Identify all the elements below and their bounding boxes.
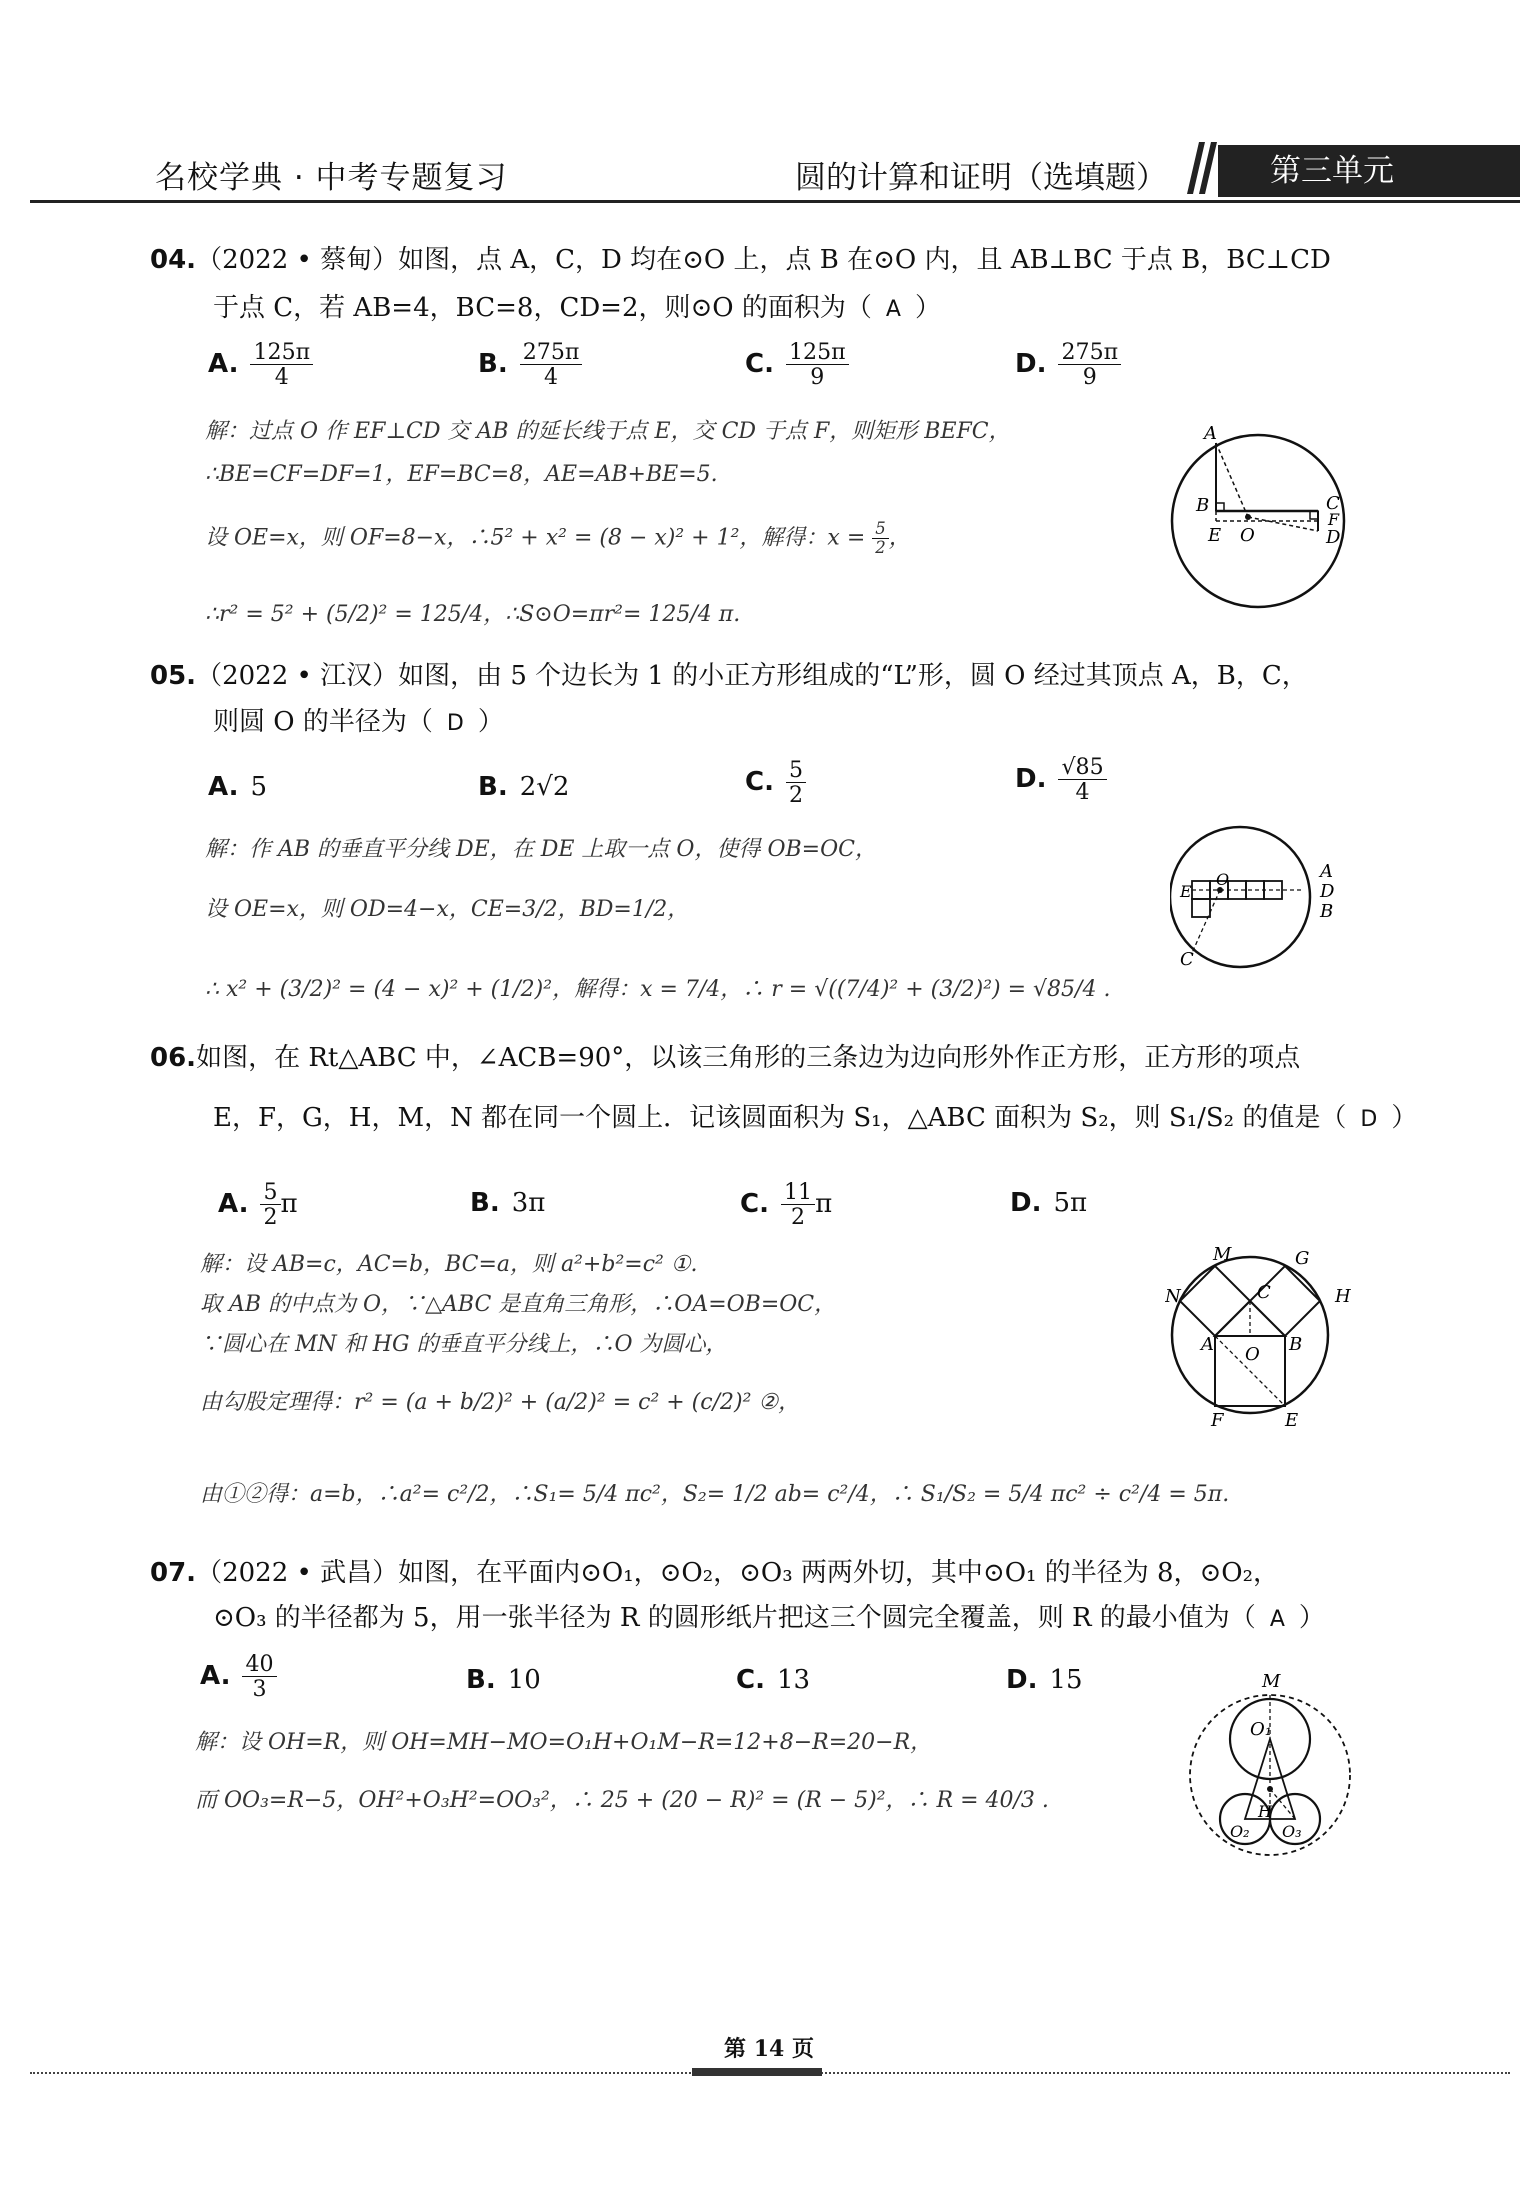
q04-solution-4: ∴r² = 5² + (5/2)² = 125/4，∴S⊙O=πr²= 125/4 π. xyxy=(205,602,741,627)
q04-label-a: A xyxy=(1204,425,1217,444)
q04-answer: A xyxy=(885,297,901,322)
q06-solution-4: 由勾股定理得：r² = (a + b/2)² + (a/2)² = c² + (c/2)² ②， xyxy=(200,1390,801,1415)
q07-option-b: B. 10 xyxy=(466,1665,541,1695)
q04-line-2: 于点 C，若 AB=4，BC=8，CD=2，则⊙O 的面积为（ A ） xyxy=(213,293,941,323)
q06-label-m: M xyxy=(1213,1244,1232,1265)
q07-label-o3: O₃ xyxy=(1282,1822,1302,1841)
q05-figure xyxy=(1170,825,1370,975)
q05-option-d: D. $\frac{√85}{4}$ xyxy=(1015,755,1107,805)
q07-option-d: D. 15 xyxy=(1006,1665,1083,1695)
q06-label-b: B xyxy=(1289,1334,1303,1355)
q05-label-b: B xyxy=(1320,901,1334,922)
header-chapter-title: 圆的计算和证明（选填题） xyxy=(795,160,1167,196)
q06-label-g: G xyxy=(1295,1248,1310,1269)
q07-line-2: ⊙O₃ 的半径都为 5，用一张半径为 R 的圆形纸片把这三个圆完全覆盖，则 R 的最小值为（ A ） xyxy=(213,1603,1325,1633)
q05-option-b: B. 2√2 xyxy=(478,772,570,802)
q04-solution-2: ∴BE=CF=DF=1，EF=BC=8，AE=AB+BE=5. xyxy=(205,462,718,487)
q07-label-h: H xyxy=(1258,1802,1272,1821)
q04-label-e: E xyxy=(1208,525,1222,546)
q06-option-d: D. 5π xyxy=(1010,1188,1088,1218)
q06-label-f: F xyxy=(1211,1410,1224,1430)
q04-solution-1: 解：过点 O 作 EF⊥CD 交 AB 的延长线于点 E，交 CD 于点 F，则矩形 BEFC， xyxy=(205,419,1011,444)
q05-number: 05. xyxy=(150,661,197,691)
q05-label-e: E xyxy=(1180,882,1192,901)
q07-option-a: A. $\frac{40}{3}$ xyxy=(200,1652,277,1702)
q06-line-1: 06.如图，在 Rt△ABC 中，∠ACB=90°，以该三角形的三条边为边向形外作正方形，正方形的项点 xyxy=(150,1043,1301,1073)
q06-label-o: O xyxy=(1245,1344,1260,1365)
q05-option-c: C. $\frac{5}{2}$ xyxy=(745,758,806,808)
q07-line-1: 07.（2022 • 武昌）如图，在平面内⊙O₁，⊙O₂，⊙O₃ 两两外切，其中⊙O₁ 的半径为 8，⊙O₂， xyxy=(150,1558,1280,1588)
q05-line-2: 则圆 O 的半径为（ D ） xyxy=(213,707,504,737)
q05-solution-3: ∴ x² + (3/2)² = (4 − x)² + (1/2)²，解得：x = 7/4，∴ r = √((7/4)² + (3/2)²) = √85/4 . xyxy=(205,977,1111,1002)
q04-line-1: 04.（2022 • 蔡甸）如图，点 A，C，D 均在⊙O 上，点 B 在⊙O 内，且 AB⊥BC 于点 B，BC⊥CD xyxy=(150,245,1331,275)
q07-solution-1: 解：设 OH=R，则 OH=MH−MO=O₁H+O₁M−R=12+8−R=20−R， xyxy=(195,1730,933,1755)
q05-answer: D xyxy=(446,711,464,736)
q06-label-e: E xyxy=(1285,1410,1299,1430)
q07-option-c: C. 13 xyxy=(736,1665,811,1695)
q05-line-1: 05.（2022 • 江汉）如图，由 5 个边长为 1 的小正方形组成的“L”形，圆 O 经过其顶点 A，B，C， xyxy=(150,661,1308,691)
q04-label-b: B xyxy=(1196,495,1210,516)
q04-option-a: A. $\frac{125\pi}{4}$ xyxy=(208,340,313,390)
header-slash-decoration xyxy=(1185,142,1221,194)
q04-label-o: O xyxy=(1240,525,1255,546)
q06-label-h: H xyxy=(1335,1286,1351,1307)
q05-label-c: C xyxy=(1180,949,1194,970)
q07-number: 07. xyxy=(150,1558,197,1588)
q07-label-o1: O₁ xyxy=(1250,1719,1272,1740)
q04-number: 04. xyxy=(150,245,197,275)
q05-label-o: O xyxy=(1216,870,1230,889)
q04-figure xyxy=(1160,425,1360,625)
q06-solution-5: 由①②得：a=b，∴a²= c²/2，∴S₁= 5/4 πc²，S₂= 1/2 ab= c²/4，∴ S₁/S₂ = 5/4 πc² ÷ c²/4 = 5π. xyxy=(200,1482,1230,1507)
q04-option-b: B. $\frac{275\pi}{4}$ xyxy=(478,340,582,390)
q06-option-c: C. $\frac{11}{2}$ π xyxy=(740,1179,833,1231)
header-unit-badge: 第三单元 xyxy=(1218,145,1520,197)
q06-figure xyxy=(1165,1240,1385,1430)
header-rule xyxy=(30,200,1520,203)
q06-answer: D xyxy=(1360,1107,1378,1132)
q06-option-a: A. $\frac{5}{2}$ π xyxy=(218,1179,298,1231)
q04-label-f: F xyxy=(1328,510,1340,529)
q06-number: 06. xyxy=(150,1043,197,1073)
header-left-title: 名校学典 · 中考专题复习 xyxy=(155,160,508,196)
q06-option-b: B. 3π xyxy=(470,1188,546,1218)
q04-solution-3: 设 OE=x，则 OF=8−x，∴5² + x² = (8 − x)² + 1²，解得：x = $\frac{5}{2}$ ， xyxy=(205,519,911,558)
q04-label-c: C xyxy=(1326,493,1340,514)
q06-solution-3: ∵圆心在 MN 和 HG 的垂直平分线上，∴O 为圆心， xyxy=(200,1332,728,1357)
q07-label-m: M xyxy=(1262,1671,1281,1692)
page-number: 第 14 页 xyxy=(724,2036,814,2062)
q07-answer: A xyxy=(1269,1607,1285,1632)
q06-label-a: A xyxy=(1201,1334,1214,1355)
footer-bar xyxy=(692,2068,822,2076)
q07-figure xyxy=(1170,1665,1370,1865)
q06-label-c: C xyxy=(1257,1282,1271,1303)
q05-label-a: A xyxy=(1320,861,1333,882)
q07-solution-2: 而 OO₃=R−5，OH²+O₃H²=OO₃²，∴ 25 + (20 − R)² = (R − 5)²，∴ R = 40/3 . xyxy=(195,1788,1049,1813)
q05-solution-1: 解：作 AB 的垂直平分线 DE，在 DE 上取一点 O，使得 OB=OC， xyxy=(205,837,877,862)
q05-label-d: D xyxy=(1320,881,1335,902)
q04-option-c: C. $\frac{125\pi}{9}$ xyxy=(745,340,849,390)
q07-label-o2: O₂ xyxy=(1230,1822,1250,1841)
q04-label-d: D xyxy=(1326,527,1341,548)
q05-option-a: A. 5 xyxy=(208,772,268,802)
q06-label-n: N xyxy=(1165,1286,1181,1307)
q05-solution-2: 设 OE=x，则 OD=4−x，CE=3/2，BD=1/2， xyxy=(205,897,690,922)
q06-solution-2: 取 AB 的中点为 O，∵△ABC 是直角三角形，∴OA=OB=OC， xyxy=(200,1292,837,1317)
q04-option-d: D. $\frac{275\pi}{9}$ xyxy=(1015,340,1121,390)
q06-line-2: E，F，G，H，M，N 都在同一个圆上．记该圆面积为 S₁，△ABC 面积为 S₂，则 S₁/S₂ 的值是（ D ） xyxy=(213,1103,1418,1133)
q06-solution-1: 解：设 AB=c，AC=b，BC=a，则 a²+b²=c² ①. xyxy=(200,1252,698,1277)
